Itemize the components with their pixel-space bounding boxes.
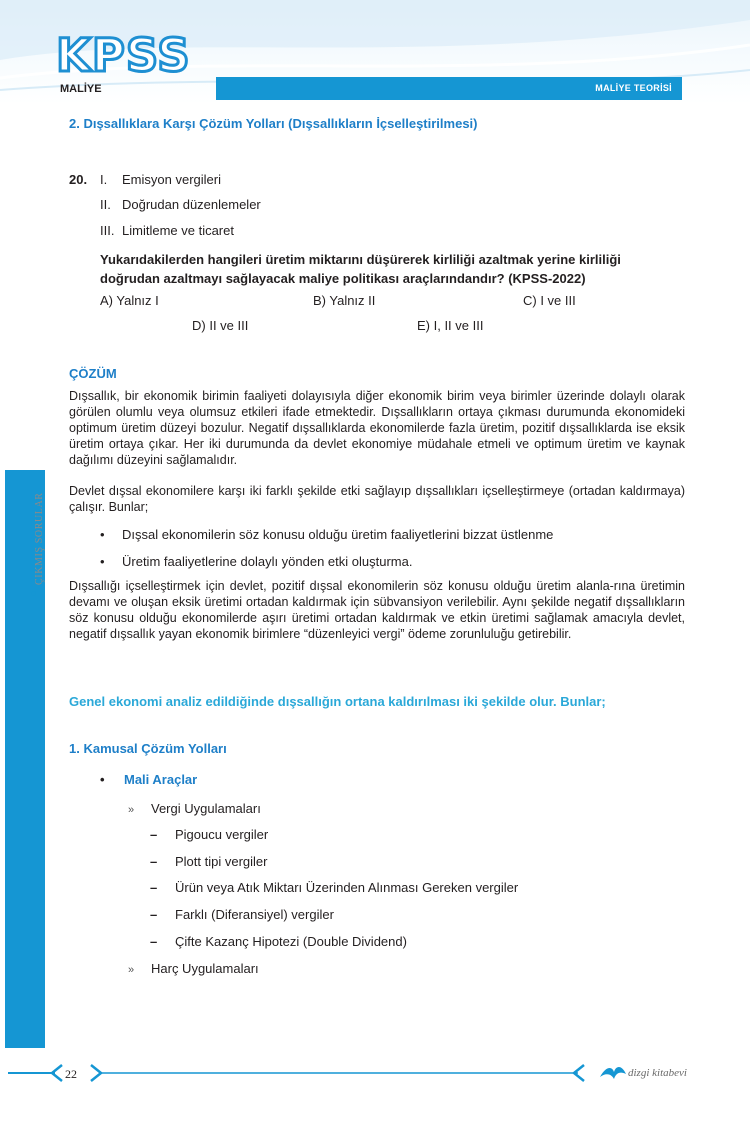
sub-item-label: Vergi Uygulamaları [151, 801, 261, 816]
double-chevron-icon: » [128, 804, 135, 816]
option-e: E) I, II ve III [417, 318, 484, 333]
publisher-name: dizgi kitabevi [628, 1067, 687, 1079]
dash-icon: – [150, 827, 158, 842]
solution-bullet [100, 554, 412, 569]
question-stem [100, 250, 686, 288]
section-title: 2. Dışsallıklara Karşı Çözüm Yolları (Dışsallıkların İçselleştirilmesi) [69, 116, 478, 131]
list-item [150, 880, 518, 895]
item-numeral: III. [100, 223, 115, 238]
list-item-text: Plott tipi vergiler [175, 854, 268, 869]
sub-item [128, 801, 261, 816]
option-b: B) Yalnız II [313, 293, 376, 308]
subsection-title: 1. Kamusal Çözüm Yolları [69, 741, 227, 756]
dash-icon: – [150, 907, 158, 922]
side-dot-icon [31, 591, 36, 596]
publisher-logo-icon [600, 1067, 626, 1079]
question-item [100, 172, 221, 187]
mali-araclar-label: Mali Araçlar [124, 772, 198, 787]
bullet-icon: • [100, 772, 105, 787]
list-item [150, 934, 407, 949]
mali-araclar-heading [100, 772, 197, 787]
item-text: Limitleme ve ticaret [122, 223, 234, 238]
item-text: Doğrudan düzenlemeler [122, 197, 261, 212]
list-item-text: Pigoucu vergiler [175, 827, 269, 842]
header-topic: MALİYE TEORİSİ [595, 83, 672, 93]
solution-paragraph: Devlet dışsal ekonomilere karşı iki farklı şekilde etki sağlayıp dışsallıkları içselleştirmeye (ortadan kaldırmaya) çalışır. Bunlar; [69, 484, 685, 514]
item-numeral: II. [100, 197, 111, 212]
solution-bullet [100, 527, 553, 542]
list-item [150, 854, 267, 869]
general-heading: Genel ekonomi analiz edildiğinde dışsallığın ortana kaldırılması iki şekilde olur. Bunlar; [69, 694, 606, 709]
list-item-text: Çifte Kazanç Hipotezi (Double Dividend) [175, 934, 407, 949]
question-number: 20. [69, 172, 88, 187]
solution-title: ÇÖZÜM [69, 366, 117, 381]
option-c: C) I ve III [523, 293, 576, 308]
sub-item [128, 961, 259, 976]
list-item-text: Farklı (Diferansiyel) vergiler [175, 907, 334, 922]
solution-paragraph: Dışsallık, bir ekonomik birimin faaliyeti dolayısıyla diğer ekonomik birim veya birimler üzerinde dolaylı olarak görülen olumlu veya olumsuz etkileri ifade etmektedir. Dışsallıkların ortaya çıkması durumunda ekonomideki optimum üretim düzeyi bozulur. Negatif dışsallıklarda ekonomilerde fazla üretim, pozitif dışsallıklarda ise eksik üretim ortaya çıkar. Her iki durumunda da devlet ekonomiye müdahale etmeli ve optimum üretim ve kaynak dağılımı düzeyini sağlamalıdır. [69, 389, 685, 467]
solution-paragraph: Dışsallığı içselleştirmek için devlet, pozitif dışsal ekonomilerin söz konusu olduğu üretim alanla-rına üretimin devamı ve oluşan eksik üretimi ortadan kaldırmak için sübvansiyon verilebilir. Aynı şekilde negatif dışsallıkların söz konusu olduğu ekonomilerde aşırı üretimi ortadan kaldırmak ve etkin üretimi sağlamak amacıyla devlet, negatif dışsallık yayan ekonomik birimlere “düzenleyici vergi” ödeme zorunluluğu getirebilir. [69, 579, 685, 641]
header-subject: MALİYE [60, 83, 102, 95]
option-a: A) Yalnız I [100, 293, 159, 308]
question-stem-line: doğrudan azaltmayı sağlayacak maliye politikası araçlarındandır? (KPSS-2022) [100, 271, 586, 286]
double-chevron-icon: » [128, 964, 135, 976]
dash-icon: – [150, 934, 158, 949]
list-item-text: Ürün veya Atık Miktarı Üzerinden Alınması Gereken vergiler [175, 880, 519, 895]
dash-icon: – [150, 854, 158, 869]
sub-item-label: Harç Uygulamaları [151, 961, 259, 976]
list-item [150, 827, 268, 842]
dash-icon: – [150, 880, 158, 895]
page-number: 22 [65, 1067, 77, 1081]
list-item [150, 907, 334, 922]
question-stem-line: Yukarıdakilerden hangileri üretim miktarını düşürerek kirliliği azaltmak yerine kirliliği [100, 252, 621, 267]
side-label: ÇIKMIŞ SORULAR [34, 492, 45, 585]
question-item [100, 223, 234, 238]
bullet-text: Dışsal ekonomilerin söz konusu olduğu üretim faaliyetlerini bizzat üstlenme [122, 527, 554, 542]
item-text: Emisyon vergileri [122, 172, 221, 187]
item-numeral: I. [100, 172, 108, 187]
header-topic-bar [216, 77, 682, 100]
bullet-text: Üretim faaliyetlerine dolaylı yönden etki oluşturma. [122, 554, 413, 569]
option-d: D) II ve III [192, 318, 249, 333]
question-item [100, 197, 261, 212]
kpss-logo: KPSS [56, 29, 191, 82]
